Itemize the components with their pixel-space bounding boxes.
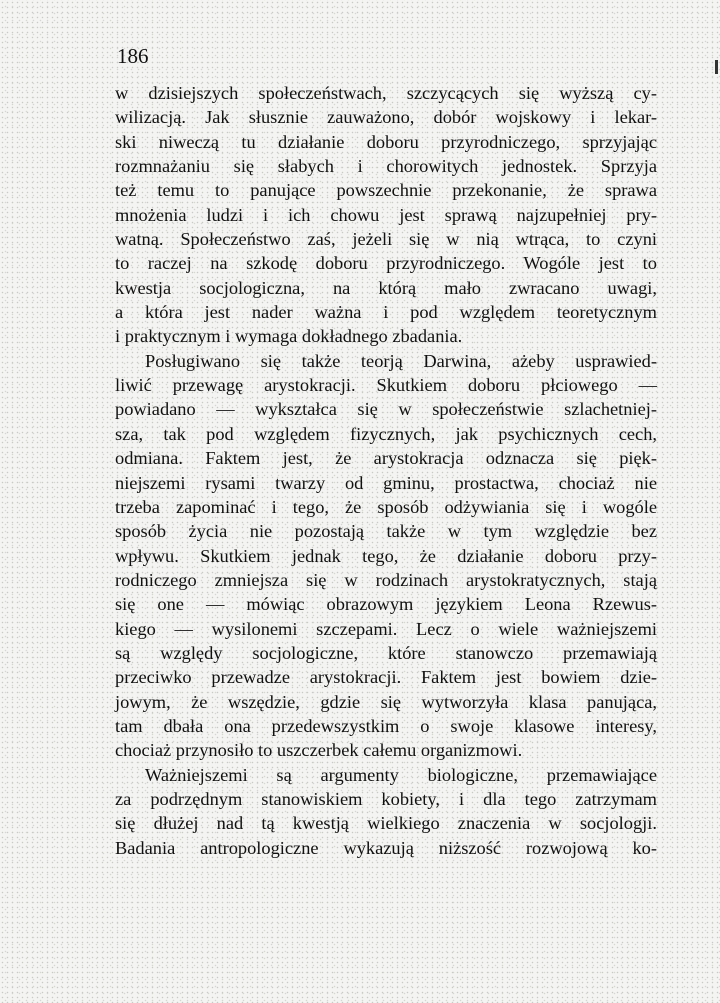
text-line: rodniczego zmniejsza się w rodzinach arystokratycznych, stają (115, 569, 657, 590)
text-line: rozmnażaniu się słabych i chorowitych jednostek. Sprzyja (115, 156, 657, 177)
text-line: niejszemi rysami twarzy od gminu, prostactwa, chociaż nie (115, 472, 657, 493)
text-line: jowym, że wszędzie, gdzie się wytworzyła klasa panująca, (115, 691, 657, 712)
text-line: też temu to panujące powszechnie przekonanie, że sprawa (115, 180, 657, 201)
text-line: się dłużej nad tą kwestją wielkiego znaczenia w socjologji. (115, 813, 657, 834)
text-line: mnożenia ludzi i ich chowu jest sprawą najzupełniej pry- (115, 204, 657, 225)
text-line: wpływu. Skutkiem jednak tego, że działanie doboru przy- (115, 545, 657, 566)
text-line: Posługiwano się także teorją Darwina, ażeby usprawied- (145, 350, 657, 371)
text-line: liwić przewagę arystokracji. Skutkiem doboru płciowego — (115, 375, 657, 396)
text-line: powiadano — wykształca się w społeczeństwie szlachetniej- (115, 399, 657, 420)
text-line: sza, tak pod względem fizycznych, jak psychicznych cech, (115, 423, 657, 444)
text-line: a która jest nader ważna i pod względem teoretycznym (115, 302, 657, 323)
text-line: i praktycznym i wymaga dokładnego zbadania. (115, 326, 463, 347)
text-line: ski niweczą tu działanie doboru przyrodniczego, sprzyjając (115, 131, 657, 152)
text-line: sposób życia nie pozostają także w tym względzie bez (115, 521, 657, 542)
page-number: 186 (117, 44, 149, 68)
body-text (115, 81, 657, 860)
text-line: są względy socjologiczne, które stanowczo przemawiają (115, 642, 657, 663)
text-line: kwestja socjologiczna, na którą mało zwracano uwagi, (115, 277, 657, 298)
text-line: się one — mówiąc obrazowym językiem Leona Rzewus- (115, 594, 657, 615)
text-line: za podrzędnym stanowiskiem kobiety, i dla tego zatrzymam (115, 788, 657, 809)
text-line: to raczej na szkodę doboru przyrodniczego. Wogóle jest to (115, 253, 657, 274)
text-line: tam dbała ona przedewszystkim o swoje klasowe interesy, (115, 715, 657, 736)
text-line: Ważniejszemi są argumenty biologiczne, przemawiające (145, 764, 657, 785)
text-line: watną. Społeczeństwo zaś, jeżeli się w nią wtrąca, to czyni (115, 229, 657, 250)
text-line: trzeba zapominać i tego, że sposób odżywiania się i wogóle (115, 496, 657, 517)
text-line: odmiana. Faktem jest, że arystokracja odznacza się pięk- (115, 448, 657, 469)
text-line: przeciwko przewadze arystokracji. Faktem jest bowiem dzie- (115, 667, 657, 688)
text-line: kiego — wysilonemi szczepami. Lecz o wiele ważniejszemi (115, 618, 657, 639)
text-line: wilizacją. Jak słusznie zauważono, dobór wojskowy i lekar- (115, 107, 657, 128)
text-line: w dzisiejszych społeczeństwach, szczycących się wyższą cy- (115, 83, 657, 103)
text-line: chociaż przynosiło to uszczerbek całemu organizmowi. (115, 740, 523, 761)
scan-edge-mark (715, 60, 718, 74)
text-line: Badania antropologiczne wykazują niższość rozwojową ko- (115, 837, 657, 858)
